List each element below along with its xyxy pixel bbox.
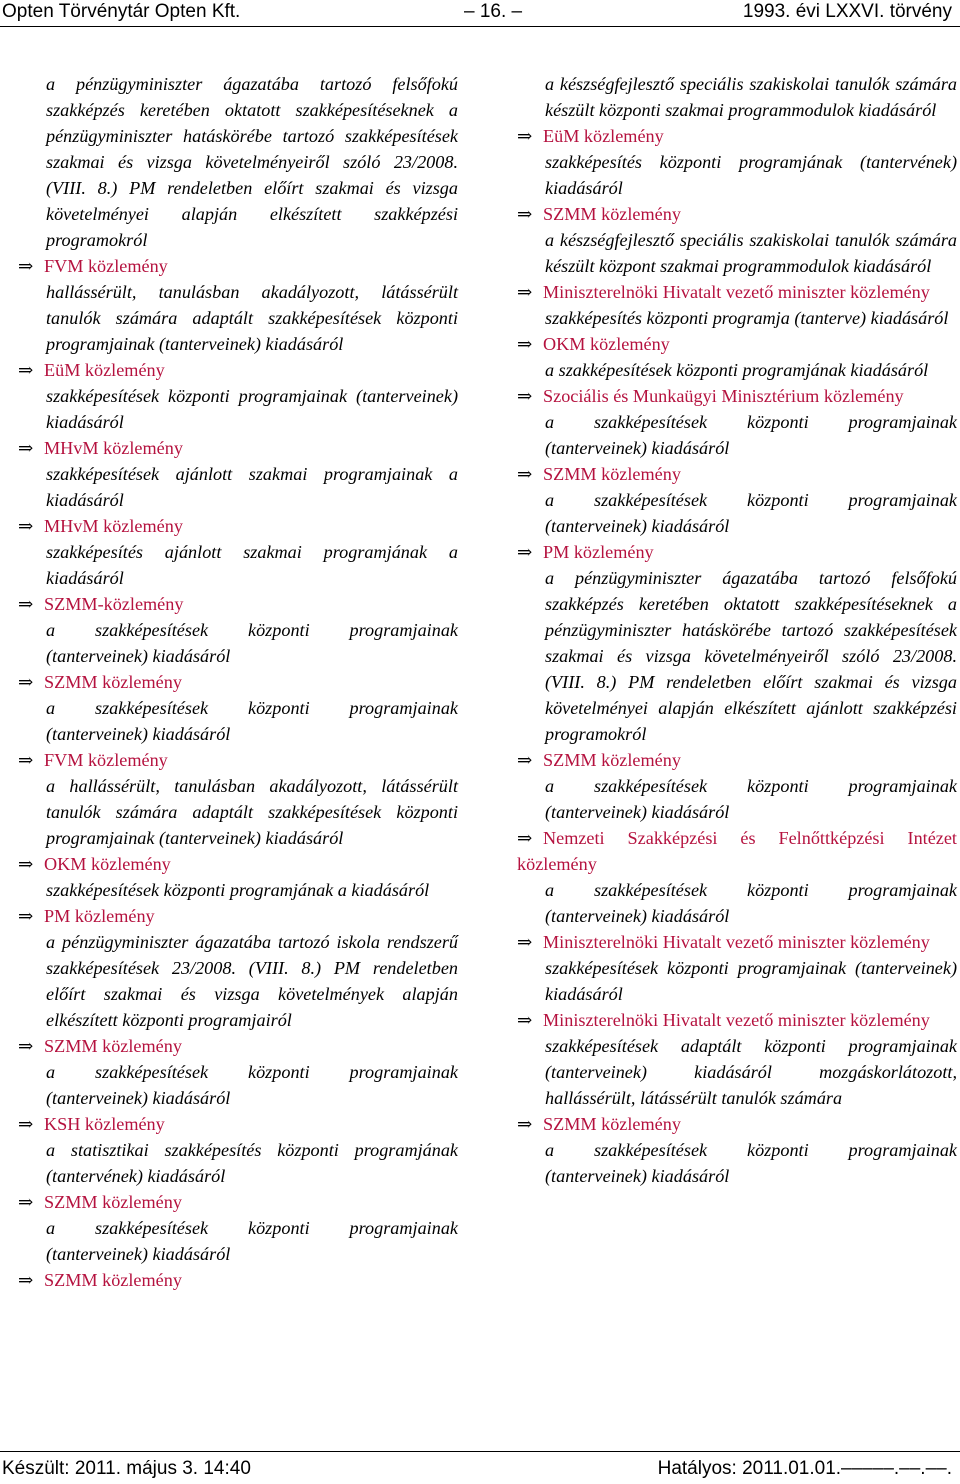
entry-description: a statisztikai szakképesítés központi programjának (tantervének) kiadásáról bbox=[46, 1140, 458, 1186]
entry-link[interactable] bbox=[517, 461, 957, 487]
entry-link-label: FVM közlemény bbox=[44, 256, 168, 276]
entry-description: a szakképesítések központi programjainak (tanterveinek) kiadásáról bbox=[545, 880, 957, 926]
entry-description: a szakképesítések központi programjainak (tanterveinek) kiadásáról bbox=[545, 776, 957, 822]
entry-description: a szakképesítések központi programjának kiadásáról bbox=[545, 360, 929, 380]
double-right-arrow-icon: ⇒ bbox=[517, 282, 533, 302]
entry-link[interactable] bbox=[18, 357, 458, 383]
entry-link[interactable] bbox=[18, 513, 458, 539]
publication-entry bbox=[18, 1189, 458, 1267]
publication-entry bbox=[545, 71, 957, 123]
entry-link-label: SZMM közlemény bbox=[543, 1114, 681, 1134]
entry-link[interactable] bbox=[18, 851, 458, 877]
publication-entry bbox=[517, 383, 957, 461]
publication-entry bbox=[18, 513, 458, 591]
entry-link[interactable] bbox=[517, 929, 957, 955]
entry-link[interactable] bbox=[517, 1111, 957, 1137]
entry-link[interactable] bbox=[517, 539, 957, 565]
created-date: Készült: 2011. május 3. 14:40 bbox=[2, 1458, 251, 1479]
entry-description: szakképesítések központi programjainak (tanterveinek) kiadásáról bbox=[545, 958, 957, 1004]
page-header bbox=[0, 0, 960, 26]
publication-entry bbox=[18, 669, 458, 747]
double-right-arrow-icon: ⇒ bbox=[18, 256, 34, 276]
entry-link[interactable] bbox=[517, 747, 957, 773]
publication-entry bbox=[517, 747, 957, 825]
double-right-arrow-icon: ⇒ bbox=[517, 204, 533, 224]
entry-description: hallássérült, tanulásban akadályozott, látássérült tanulók számára adaptált szakképesítések központi programjainak (tanterveinek) kiadásáról bbox=[46, 282, 458, 354]
entry-link-label: FVM közlemény bbox=[44, 750, 168, 770]
header-publisher: Opten Törvénytár Opten Kft. bbox=[2, 1, 241, 22]
double-right-arrow-icon: ⇒ bbox=[517, 542, 533, 562]
entry-link-label: MHvM közlemény bbox=[44, 438, 183, 458]
left-column bbox=[18, 71, 458, 1293]
entry-description: a szakképesítések központi programjainak (tanterveinek) kiadásáról bbox=[46, 1218, 458, 1264]
entry-description: szakképesítés központi programjának (tantervének) kiadásáról bbox=[545, 152, 957, 198]
double-right-arrow-icon: ⇒ bbox=[517, 334, 533, 354]
publication-entry bbox=[18, 357, 458, 435]
entry-link[interactable] bbox=[517, 279, 957, 305]
entry-link[interactable] bbox=[517, 383, 957, 409]
double-right-arrow-icon: ⇒ bbox=[517, 464, 533, 484]
entry-description: a hallássérült, tanulásban akadályozott, látássérült tanulók számára adaptált szakképesítések központi programjainak (tanterveinek) kiadásáról bbox=[46, 776, 458, 848]
effective-date: Hatályos: 2011.01.01.–––––.––.––. bbox=[657, 1458, 952, 1479]
entry-link[interactable] bbox=[517, 201, 957, 227]
entry-link[interactable] bbox=[517, 123, 957, 149]
entry-description: a pénzügyminiszter ágazatába tartozó iskola rendszerű szakképesítések 23/2008. (VIII. 8.) PM rendeletben előírt szakmai és vizsga követelmények alapján elkészített központi programjairól bbox=[46, 932, 458, 1030]
entry-link-label: PM közlemény bbox=[543, 542, 654, 562]
publication-entry bbox=[18, 253, 458, 357]
publication-entry bbox=[517, 1007, 957, 1111]
publication-entry bbox=[18, 1033, 458, 1111]
entry-link-label: SZMM közlemény bbox=[543, 464, 681, 484]
footer-rule bbox=[0, 1451, 960, 1452]
publication-entry bbox=[517, 123, 957, 201]
page-number: – 16. – bbox=[464, 1, 523, 22]
entry-link-label: OKM közlemény bbox=[543, 334, 670, 354]
entry-description: a szakképesítések központi programjainak (tanterveinek) kiadásáról bbox=[545, 412, 957, 458]
entry-description: a szakképesítések központi programjainak (tanterveinek) kiadásáról bbox=[545, 490, 957, 536]
publication-entry bbox=[517, 1111, 957, 1189]
publication-entry bbox=[18, 591, 458, 669]
double-right-arrow-icon: ⇒ bbox=[18, 1270, 34, 1290]
publication-entry bbox=[517, 461, 957, 539]
entry-link[interactable] bbox=[18, 1111, 458, 1137]
entry-link-label: SZMM közlemény bbox=[44, 1270, 182, 1290]
entry-link-label: SZMM közlemény bbox=[44, 1192, 182, 1212]
double-right-arrow-icon: ⇒ bbox=[18, 906, 34, 926]
entry-link-label: Miniszterelnöki Hivatalt vezető miniszter közlemény bbox=[543, 932, 930, 952]
double-right-arrow-icon: ⇒ bbox=[18, 360, 34, 380]
entry-link-label: SZMM közlemény bbox=[44, 1036, 182, 1056]
double-right-arrow-icon: ⇒ bbox=[517, 386, 533, 406]
entry-link[interactable] bbox=[517, 1007, 957, 1033]
double-right-arrow-icon: ⇒ bbox=[517, 828, 533, 848]
entry-link[interactable] bbox=[517, 825, 957, 877]
publication-entry bbox=[517, 331, 957, 383]
entry-link-label: MHvM közlemény bbox=[44, 516, 183, 536]
entry-link[interactable] bbox=[18, 253, 458, 279]
entry-description: szakképesítések ajánlott szakmai programjainak a kiadásáról bbox=[46, 464, 458, 510]
double-right-arrow-icon: ⇒ bbox=[18, 594, 34, 614]
double-right-arrow-icon: ⇒ bbox=[517, 1010, 533, 1030]
header-rule bbox=[0, 26, 960, 27]
double-right-arrow-icon: ⇒ bbox=[18, 1192, 34, 1212]
entry-link[interactable] bbox=[18, 747, 458, 773]
entry-description: szakképesítés ajánlott szakmai programjának a kiadásáról bbox=[46, 542, 458, 588]
entry-link-label: Szociális és Munkaügyi Minisztérium közlemény bbox=[543, 386, 904, 406]
entry-description: szakképesítés központi programja (tanterve) kiadásáról bbox=[545, 308, 949, 328]
double-right-arrow-icon: ⇒ bbox=[517, 126, 533, 146]
double-right-arrow-icon: ⇒ bbox=[18, 438, 34, 458]
entry-link[interactable] bbox=[18, 1189, 458, 1215]
double-right-arrow-icon: ⇒ bbox=[517, 932, 533, 952]
entry-link-label: OKM közlemény bbox=[44, 854, 171, 874]
law-title: 1993. évi LXXVI. törvény bbox=[742, 1, 952, 22]
entry-description: a szakképesítések központi programjainak (tanterveinek) kiadásáról bbox=[545, 1140, 957, 1186]
entry-link[interactable] bbox=[18, 669, 458, 695]
publication-entry bbox=[18, 903, 458, 1033]
publication-entry bbox=[517, 825, 957, 929]
publication-entry bbox=[46, 71, 458, 253]
entry-link-label: Miniszterelnöki Hivatalt vezető miniszter közlemény bbox=[543, 282, 930, 302]
entry-link-label: EüM közlemény bbox=[543, 126, 664, 146]
entry-link-label: PM közlemény bbox=[44, 906, 155, 926]
entry-link[interactable] bbox=[517, 331, 957, 357]
publication-entry bbox=[18, 747, 458, 851]
publication-entry bbox=[18, 1267, 458, 1293]
entry-description: a szakképesítések központi programjainak (tanterveinek) kiadásáról bbox=[46, 698, 458, 744]
entry-link-label: Nemzeti Szakképzési és Felnőttképzési Intézet közlemény bbox=[517, 828, 957, 874]
entry-description: szakképesítések központi programjának a kiadásáról bbox=[46, 880, 430, 900]
entry-description: a készségfejlesztő speciális szakiskolai tanulók számára készült központi szakmai programmodulok kiadásáról bbox=[545, 74, 957, 120]
right-column bbox=[517, 71, 957, 1189]
double-right-arrow-icon: ⇒ bbox=[18, 672, 34, 692]
publication-entry bbox=[18, 435, 458, 513]
entry-link-label: SZMM-közlemény bbox=[44, 594, 184, 614]
publication-entry bbox=[18, 1111, 458, 1189]
double-right-arrow-icon: ⇒ bbox=[18, 516, 34, 536]
page-footer bbox=[0, 1457, 960, 1483]
entry-link-label: EüM közlemény bbox=[44, 360, 165, 380]
entry-link[interactable] bbox=[18, 435, 458, 461]
entry-link-label: SZMM közlemény bbox=[44, 672, 182, 692]
double-right-arrow-icon: ⇒ bbox=[517, 750, 533, 770]
entry-link[interactable] bbox=[18, 1267, 458, 1293]
entry-description: a szakképesítések központi programjainak (tanterveinek) kiadásáról bbox=[46, 620, 458, 666]
double-right-arrow-icon: ⇒ bbox=[18, 750, 34, 770]
publication-entry bbox=[517, 201, 957, 279]
publication-entry bbox=[517, 929, 957, 1007]
publication-entry bbox=[517, 279, 957, 331]
entry-link[interactable] bbox=[18, 903, 458, 929]
entry-description: a szakképesítések központi programjainak (tanterveinek) kiadásáról bbox=[46, 1062, 458, 1108]
entry-description: a pénzügyminiszter ágazatába tartozó felsőfokú szakképzés keretében oktatott szakképesítéseknek a pénzügyminiszter hatáskörébe tartozó szakképesítések szakmai és vizsga követelményeiről szóló 23/2008. (VIII. 8.) PM rendeletben előírt szakmai és vizsga követelményei alapján elkészített ajánlott szakképzési programokról bbox=[545, 568, 957, 744]
publication-entry bbox=[18, 851, 458, 903]
entry-link[interactable] bbox=[18, 591, 458, 617]
entry-link-label: KSH közlemény bbox=[44, 1114, 165, 1134]
entry-link[interactable] bbox=[18, 1033, 458, 1059]
double-right-arrow-icon: ⇒ bbox=[18, 1114, 34, 1134]
double-right-arrow-icon: ⇒ bbox=[517, 1114, 533, 1134]
entry-description: szakképesítések központi programjainak (tanterveinek) kiadásáról bbox=[46, 386, 458, 432]
double-right-arrow-icon: ⇒ bbox=[18, 1036, 34, 1056]
double-right-arrow-icon: ⇒ bbox=[18, 854, 34, 874]
entry-description: a készségfejlesztő speciális szakiskolai tanulók számára készült központ szakmai programmodulok kiadásáról bbox=[545, 230, 957, 276]
entry-description: a pénzügyminiszter ágazatába tartozó felsőfokú szakképzés keretében oktatott szakképesítéseknek a pénzügyminiszter hatáskörébe tartozó szakképesítések szakmai és vizsga követelményeiről szóló 23/2008. (VIII. 8.) PM rendeletben előírt szakmai és vizsga követelményei alapján elkészített szakképzési programokról bbox=[46, 74, 458, 250]
entry-link-label: Miniszterelnöki Hivatalt vezető miniszter közlemény bbox=[543, 1010, 930, 1030]
entry-link-label: SZMM közlemény bbox=[543, 204, 681, 224]
publication-entry bbox=[517, 539, 957, 747]
entry-description: szakképesítések adaptált központi programjainak (tanterveinek) kiadásáról mozgáskorlátozott, hallássérült, látássérült tanulók számára bbox=[545, 1036, 957, 1108]
entry-link-label: SZMM közlemény bbox=[543, 750, 681, 770]
